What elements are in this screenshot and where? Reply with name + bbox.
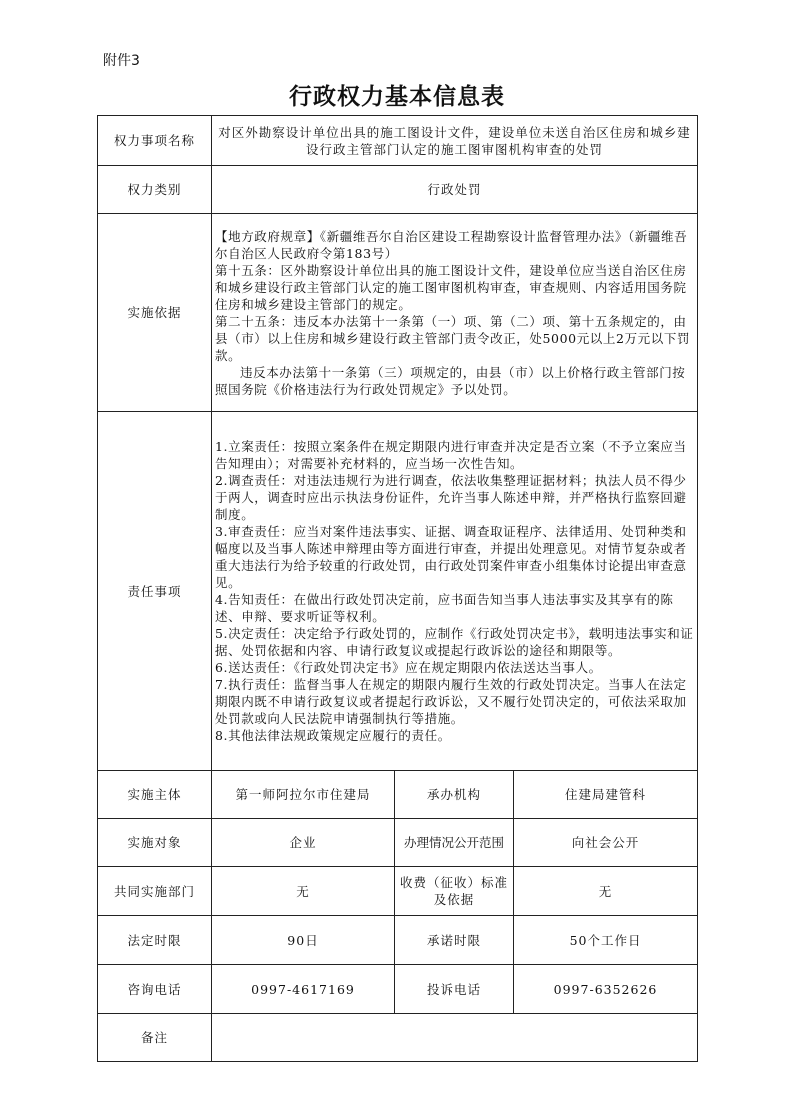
power-name-value: 对区外勘察设计单位出具的施工图设计文件，建设单位未送自治区住房和城乡建设行政主管部门认定的施工图审图机构审查的处罚 — [212, 116, 698, 166]
disclosure-scope-label: 办理情况公开范围 — [395, 819, 514, 867]
responsibilities-value — [212, 412, 698, 771]
responsibility-item: 6.送达责任：《行政处罚决定书》应在规定期限内依法送达当事人。 — [215, 660, 602, 675]
row-implementing-target — [98, 819, 698, 867]
info-table — [97, 115, 698, 1062]
implementing-target-label: 实施对象 — [98, 819, 212, 867]
handling-agency-value: 住建局建管科 — [514, 771, 698, 819]
attachment-label: 附件3 — [103, 53, 140, 69]
implementing-target-value: 企业 — [212, 819, 395, 867]
disclosure-scope-value: 向社会公开 — [514, 819, 698, 867]
legal-basis-paragraph: 第二十五条：违反本办法第十一条第（一）项、第（二）项、第十五条规定的，由县（市）以上住房和城乡建设行政主管部门责令改正，处5000元以上2万元以下罚款。 — [215, 313, 691, 363]
legal-basis-paragraph: 【地方政府规章】《新疆维吾尔自治区建设工程勘察设计监督管理办法》（新疆维吾尔自治区人民政府令第183号） — [215, 228, 688, 261]
page-title: 行政权力基本信息表 — [289, 83, 505, 110]
legal-time-limit-label: 法定时限 — [98, 916, 212, 965]
responsibilities-label: 责任事项 — [98, 412, 212, 771]
row-time-limits — [98, 916, 698, 965]
implementing-body-label: 实施主体 — [98, 771, 212, 819]
legal-basis-paragraph: 第十五条：区外勘察设计单位出具的施工图设计文件，建设单位应当送自治区住房和城乡建设行政主管部门认定的施工图审图机构审查，审查规则、内容适用国务院住房和城乡建设主管部门的规定。 — [215, 262, 687, 312]
responsibility-item: 7.执行责任：监督当事人在规定的期限内履行生效的行政处罚决定。当事人在法定期限内既不申请行政复议或者提起行政诉讼，又不履行处罚决定的，可依法采取加处罚款或向人民法院申请强制执行等措施。 — [215, 677, 687, 726]
responsibility-item: 3.审查责任：应当对案件违法事实、证据、调查取证程序、法律适用、处罚种类和幅度以及当事人陈述申辩理由等方面进行审查，并提出处理意见。对情节复杂或者重大违法行为给予较重的行政处罚，由行政处罚案件审查小组集体讨论提出审查意见。 — [215, 524, 687, 590]
responsibility-item: 4.告知责任：在做出行政处罚决定前，应书面告知当事人违法事实及其享有的陈述、申辩、要求听证等权利。 — [215, 592, 674, 624]
row-joint-departments — [98, 867, 698, 916]
row-power-name — [98, 116, 698, 166]
promised-time-limit-label: 承诺时限 — [395, 916, 514, 965]
legal-basis-paragraph: 违反本办法第十一条第（三）项规定的，由县（市）以上价格行政主管部门按照国务院《价格违法行为行政处罚规定》予以处罚。 — [215, 364, 686, 397]
legal-basis-label: 实施依据 — [98, 214, 212, 412]
remarks-label: 备注 — [98, 1014, 212, 1062]
complaint-phone-label: 投诉电话 — [395, 965, 514, 1014]
row-phones — [98, 965, 698, 1014]
power-category-label: 权力类别 — [98, 166, 212, 214]
consult-phone-value: 0997-4617169 — [212, 965, 395, 1014]
power-category-value: 行政处罚 — [212, 166, 698, 214]
responsibility-item: 1.立案责任：按照立案条件在规定期限内进行审查并决定是否立案（不予立案应当告知理由）；对需要补充材料的，应当场一次性告知。 — [215, 439, 687, 471]
legal-time-limit-value: 90日 — [212, 916, 395, 965]
row-legal-basis — [98, 214, 698, 412]
row-power-category — [98, 166, 698, 214]
remarks-value — [212, 1014, 698, 1062]
row-remarks — [98, 1014, 698, 1062]
complaint-phone-value: 0997-6352626 — [514, 965, 698, 1014]
legal-basis-value — [212, 214, 698, 412]
joint-departments-value: 无 — [212, 867, 395, 916]
row-responsibilities — [98, 412, 698, 771]
joint-departments-label: 共同实施部门 — [98, 867, 212, 916]
responsibility-item: 8.其他法律法规政策规定应履行的责任。 — [215, 728, 451, 743]
implementing-body-value: 第一师阿拉尔市住建局 — [212, 771, 395, 819]
responsibility-item: 5.决定责任：决定给予行政处罚的，应制作《行政处罚决定书》，载明违法事实和证据、处罚依据和内容、申请行政复议或提起行政诉讼的途径和期限等。 — [215, 626, 694, 658]
power-name-label: 权力事项名称 — [98, 116, 212, 166]
row-implementing-body — [98, 771, 698, 819]
responsibility-item: 2.调查责任：对违法违规行为进行调查，依法收集整理证据材料；执法人员不得少于两人，调查时应出示执法身份证件，允许当事人陈述申辩，并严格执行监察回避制度。 — [215, 473, 687, 522]
promised-time-limit-value: 50个工作日 — [514, 916, 698, 965]
consult-phone-label: 咨询电话 — [98, 965, 212, 1014]
fee-standard-value: 无 — [514, 867, 698, 916]
handling-agency-label: 承办机构 — [395, 771, 514, 819]
fee-standard-label: 收费（征收）标准及依据 — [395, 867, 514, 916]
